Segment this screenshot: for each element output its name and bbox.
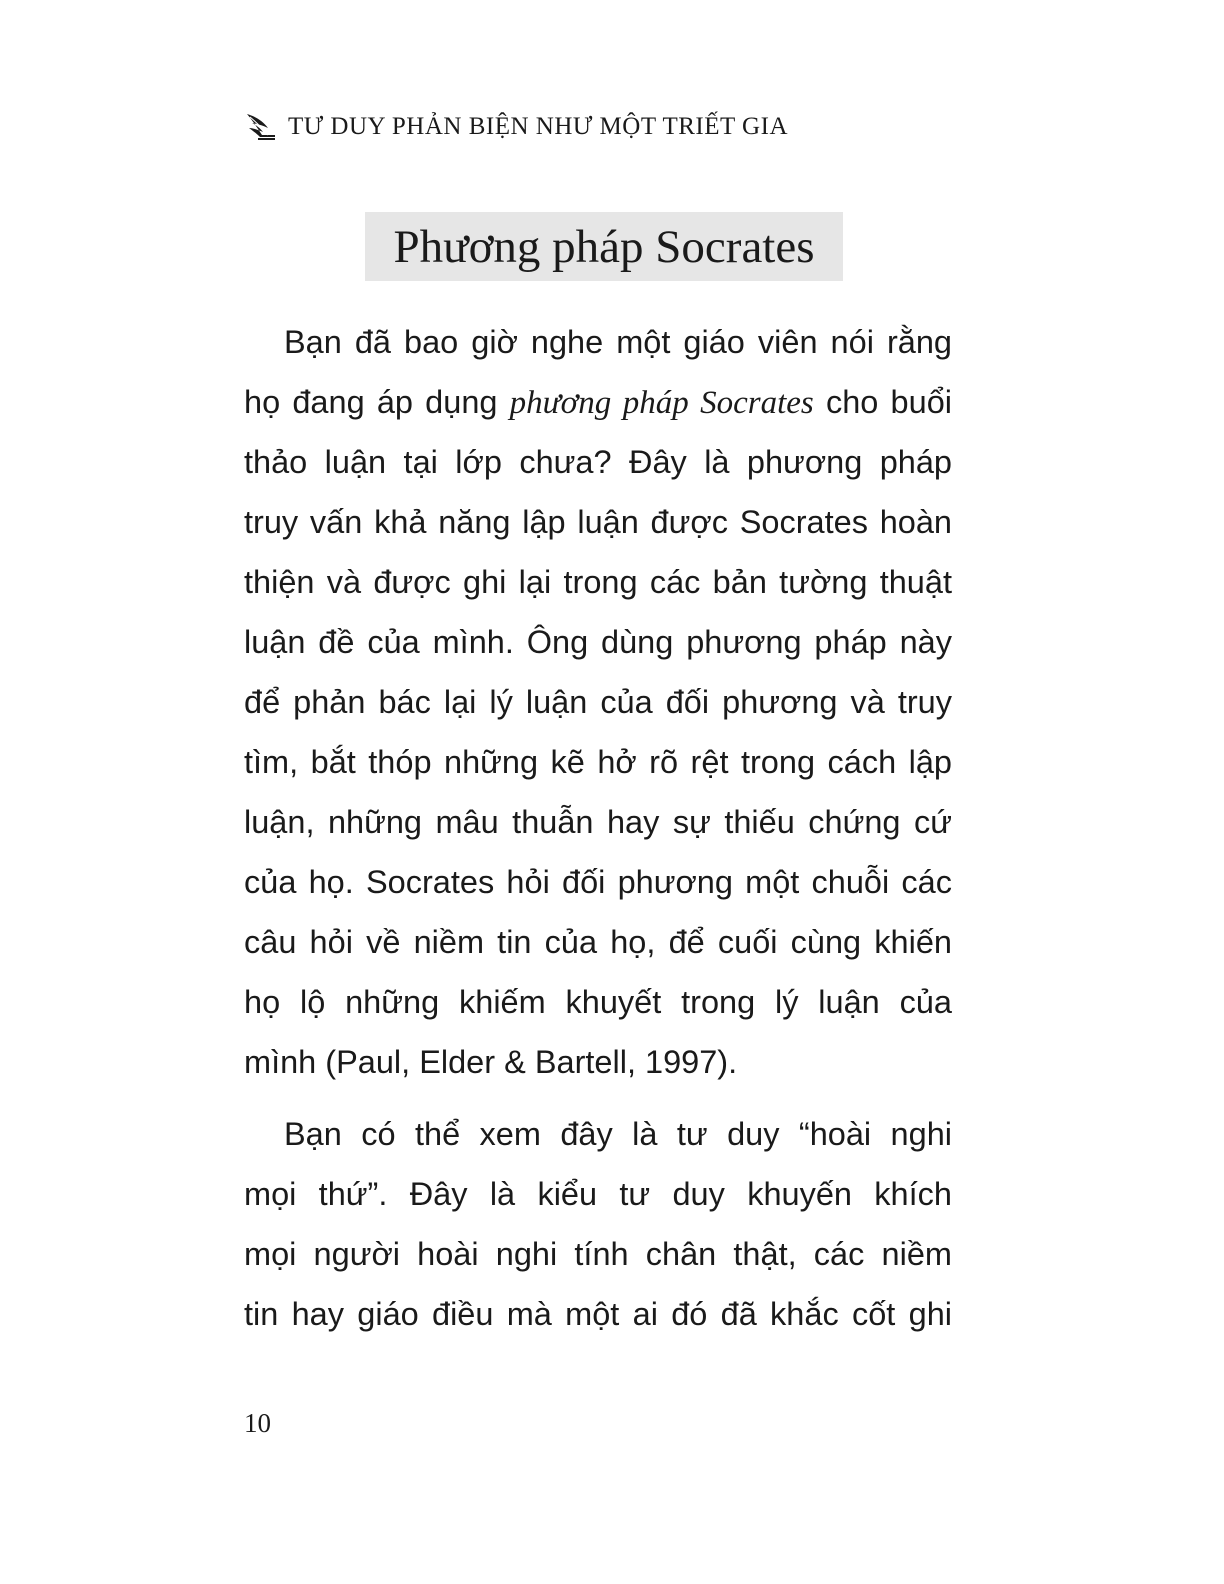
- italic-term: phương pháp Socrates: [509, 385, 814, 421]
- paragraph-line: để phản bác lại lý luận của đối phương và truy: [244, 684, 952, 720]
- section-title: Phương pháp Socrates: [393, 220, 815, 273]
- paragraph-line: Bạn đã bao giờ nghe một giáo viên nói rằng: [284, 324, 952, 360]
- paragraph-line: mình (Paul, Elder & Bartell, 1997).: [244, 1044, 738, 1080]
- paragraph-line: luận, những mâu thuẫn hay sự thiếu chứng cứ: [244, 804, 952, 840]
- running-header: [244, 110, 788, 144]
- paragraph-line: [244, 372, 952, 432]
- paragraph-line: tin hay giáo điều mà một ai đó đã khắc cốt ghi: [244, 1296, 952, 1332]
- paragraph-line: họ lộ những khiếm khuyết trong lý luận của: [244, 984, 952, 1020]
- paragraph-2: [244, 1104, 952, 1344]
- paragraph-line: câu hỏi về niềm tin của họ, để cuối cùng khiến: [244, 924, 952, 960]
- page-number: 10: [244, 1408, 271, 1438]
- paragraph-line: luận đề của mình. Ông dùng phương pháp này: [244, 624, 952, 660]
- section-title-box: [365, 212, 843, 281]
- paragraph-line: mọi người hoài nghi tính chân thật, các niềm: [244, 1236, 952, 1272]
- paragraph-1: [244, 312, 952, 1092]
- paragraph-line: tìm, bắt thóp những kẽ hở rõ rệt trong cách lập: [244, 744, 952, 780]
- running-header-title: TƯ DUY PHẢN BIỆN NHƯ MỘT TRIẾT GIA: [288, 113, 788, 140]
- paragraph-line: Bạn có thể xem đây là tư duy “hoài nghi: [284, 1116, 952, 1152]
- quill-pen-icon: [244, 110, 278, 144]
- paragraph-line: thảo luận tại lớp chưa? Đây là phương pháp: [244, 444, 952, 480]
- text-run: cho buổi: [813, 384, 952, 420]
- text-run: họ đang áp dụng: [244, 384, 510, 420]
- paragraph-line: mọi thứ”. Đây là kiểu tư duy khuyến khích: [244, 1176, 952, 1212]
- paragraph-line: truy vấn khả năng lập luận được Socrates hoàn: [244, 504, 952, 540]
- paragraph-line: của họ. Socrates hỏi đối phương một chuỗi các: [244, 864, 952, 900]
- paragraph-line: thiện và được ghi lại trong các bản tường thuật: [244, 564, 952, 600]
